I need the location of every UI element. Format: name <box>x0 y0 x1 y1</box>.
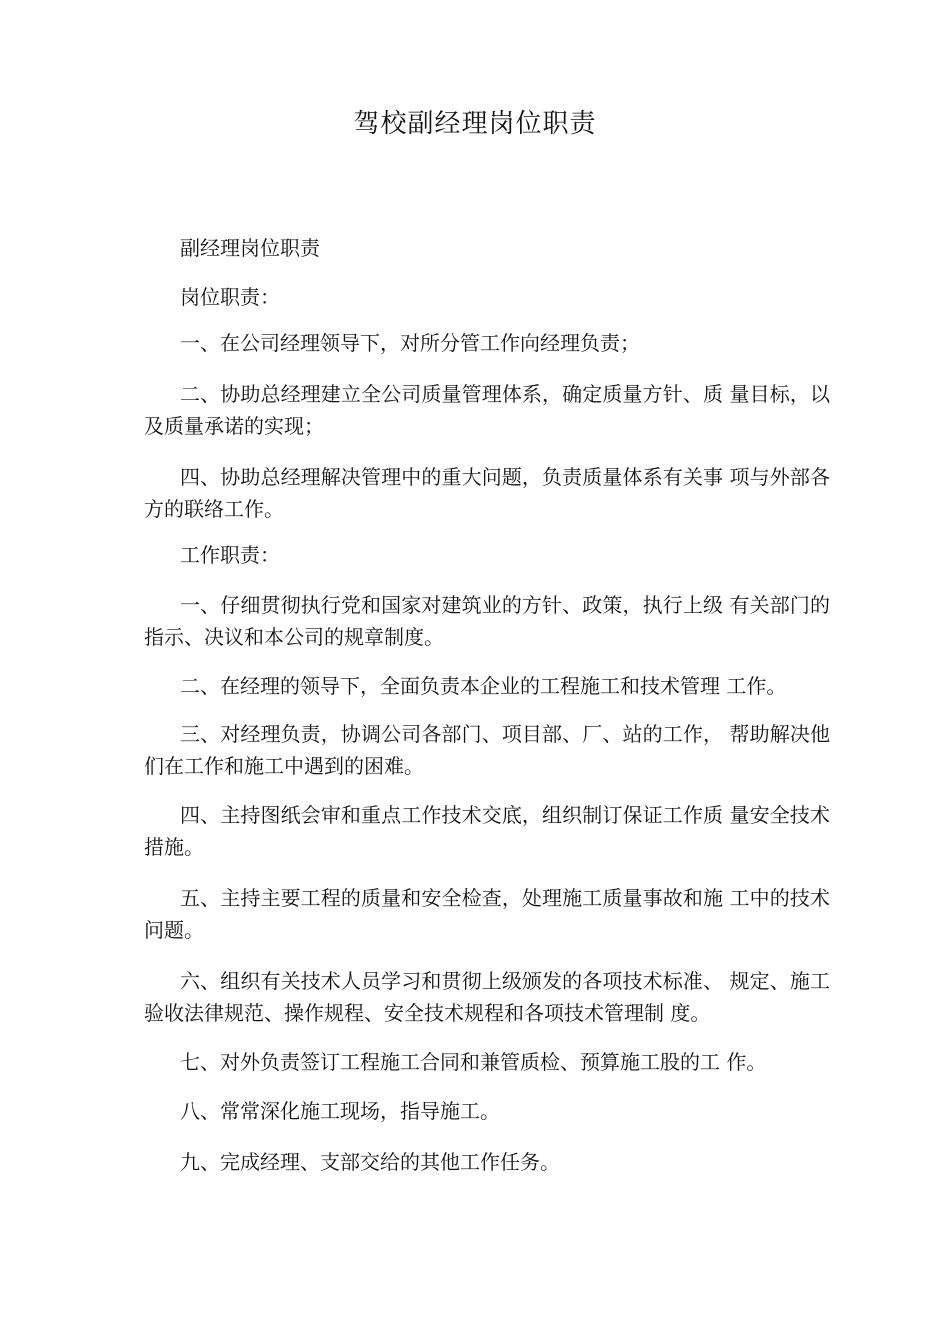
work-duty-item-4: 四、主持图纸会审和重点工作技术交底，组织制订保证工作质 量安全技术措施。 <box>144 803 830 859</box>
post-duty-item-4: 四、协助总经理解决管理中的重大问题，负责质量体系有关事 项与外部各方的联络工作。 <box>144 465 830 521</box>
work-duty-item-2: 二、在经理的领导下，全面负责本企业的工程施工和技术管理 工作。 <box>180 674 787 698</box>
post-duty-item-1: 一、在公司经理领导下，对所分管工作向经理负责； <box>180 331 640 355</box>
work-duty-item-7: 七、对外负责签订工程施工合同和兼管质检、预算施工股的工 作。 <box>180 1050 767 1074</box>
section-heading-post-duties: 岗位职责： <box>180 285 280 309</box>
work-duty-item-8: 八、常常深化施工现场，指导施工。 <box>180 1099 500 1123</box>
work-duty-item-3: 三、对经理负责，协调公司各部门、项目部、厂、站的工作， 帮助解决他们在工作和施工中遇到的困难。 <box>144 722 830 778</box>
post-duty-item-2: 二、协助总经理建立全公司质量管理体系，确定质量方针、质 量目标，以及质量承诺的实现； <box>144 382 830 438</box>
work-duty-item-6: 六、组织有关技术人员学习和贯彻上级颁发的各项技术标准、 规定、施工验收法律规范、操作规程、安全技术规程和各项技术管理制 度。 <box>144 969 830 1025</box>
section-heading-work-duties: 工作职责： <box>180 543 280 567</box>
section-heading-deputy-manager: 副经理岗位职责 <box>180 236 320 260</box>
work-duty-item-9: 九、完成经理、支部交给的其他工作任务。 <box>180 1150 560 1174</box>
document-title: 驾校副经理岗位职责 <box>353 109 597 139</box>
work-duty-item-1: 一、仔细贯彻执行党和国家对建筑业的方针、政策，执行上级 有关部门的指示、决议和本公司的规章制度。 <box>144 593 830 649</box>
work-duty-item-5: 五、主持主要工程的质量和安全检查，处理施工质量事故和施 工中的技术问题。 <box>144 886 830 942</box>
